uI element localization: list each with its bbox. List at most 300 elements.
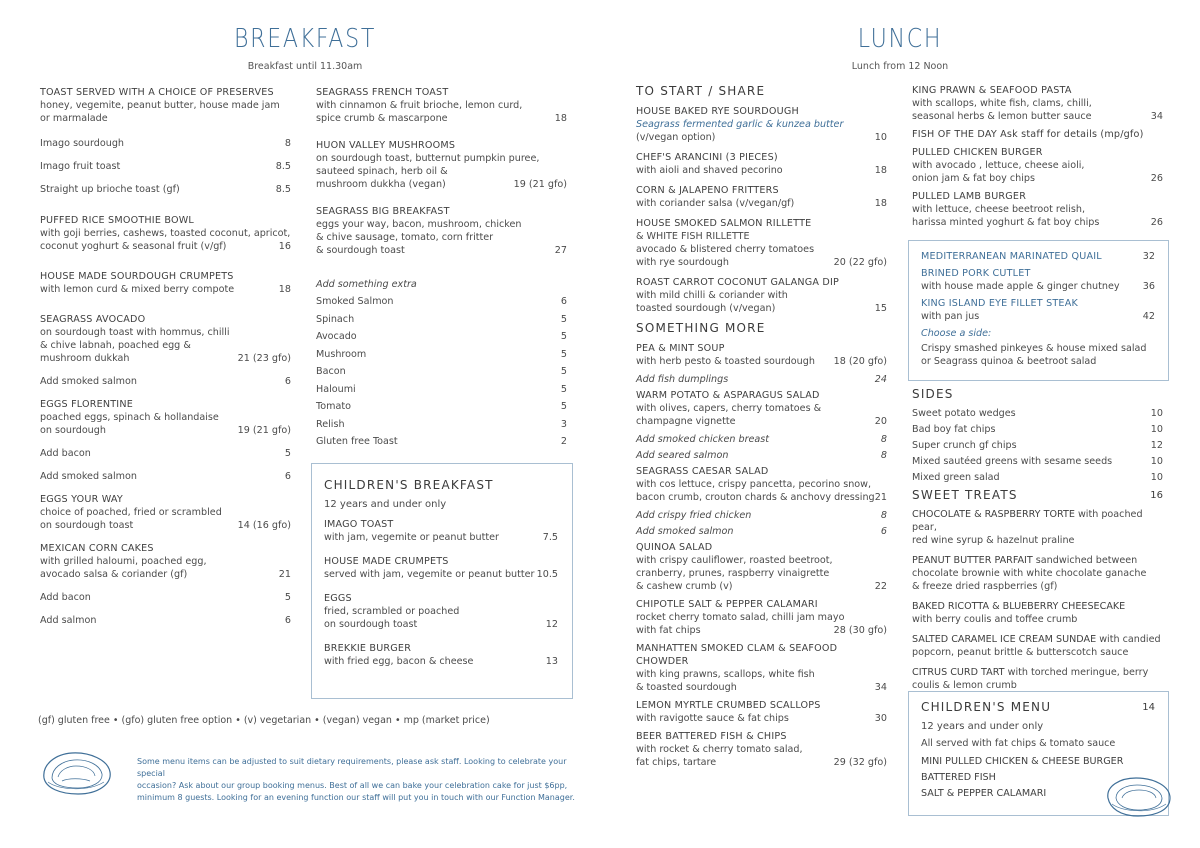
menu-item-description: toasted sourdough (v/vegan) [636,303,776,314]
menu-option-price: 10 [1150,408,1163,419]
menu-option-price: 6 [880,526,887,537]
menu-option-label: Super crunch gf chips [912,440,1017,451]
menu-item-name: PEA & MINT SOUP [636,343,725,354]
menu-option-price: 6 [560,296,567,307]
menu-item-name: KING PRAWN & SEAFOOD PASTA [912,85,1072,96]
children-breakfast-box [311,463,573,699]
menu-item-description: mushroom dukkah [40,353,130,364]
childrens-menu-served: All served with fat chips & tomato sauce [921,738,1116,749]
menu-item-price: 29 (32 gfo) [833,757,887,768]
menu-option [912,423,1163,436]
lunch-column-2 [912,84,1163,234]
menu-option-label: Add fish dumplings [636,374,729,385]
menu-item-description: served with jam, vegemite or peanut butter [324,569,535,580]
menu-item-name: EGGS [324,593,352,604]
choose-side-title: Choose a side: [921,328,992,339]
menu-item-description: spice crumb & mascarpone [316,113,448,124]
menu-item-description: with olives, capers, cherry tomatoes & [636,403,822,414]
menu-item-name: MEXICAN CORN CAKES [40,543,154,554]
menu-item-name: QUINOA SALAD [636,542,713,553]
menu-option-label: Gluten free Toast [316,436,398,447]
lunch-subtitle: Lunch from 12 Noon [851,61,949,72]
menu-option [636,509,887,522]
menu-item [636,217,887,269]
menu-item-price: 5 [284,448,291,459]
menu-item-price: 19 (21 gfo) [237,425,291,436]
menu-option-label: Haloumi [316,383,356,395]
menu-item-description: & sourdough toast [316,245,405,256]
childrens-menu-title: CHILDREN'S MENU 14 [921,700,1155,714]
menu-item-description: Add bacon [40,592,91,603]
menu-option [316,400,567,413]
childrens-menu-price: 14 [1142,702,1155,713]
menu-item-name: WARM POTATO & ASPARAGUS SALAD [636,390,820,401]
menu-item-price: 22 [874,581,887,592]
menu-item [636,730,887,769]
menu-item-description: rocket cherry tomato salad, chilli jam mayo [636,612,845,623]
menu-item-price: 15 [874,303,887,314]
menu-item-price: 42 [1142,311,1155,322]
menu-item [636,151,887,177]
menu-item-name: CHIPOTLE SALT & PEPPER CALAMARI [636,599,818,610]
menu-option [316,418,567,431]
menu-option [912,407,1163,420]
childrens-menu-subtitle: 12 years and under only [921,721,1044,732]
menu-item-description: Imago sourdough [40,138,124,149]
menu-item-description: seasonal herbs & lemon butter sauce [912,111,1092,122]
lunch-column-2b [912,388,1163,699]
menu-item-description: champagne vignette [636,416,736,427]
menu-item [921,297,1155,323]
dietary-legend: (gf) gluten free • (gfo) gluten free option • (v) vegetarian • (vegan) vegan • mp (market price) [38,715,490,726]
menu-item-name: HOUSE MADE SOURDOUGH CRUMPETS [40,271,234,282]
menu-option-price: 8 [880,510,887,521]
menu-item-description: with rocket & cherry tomato salad, [636,744,803,755]
menu-item-name: SEAGRASS AVOCADO [40,314,146,325]
menu-item-description: or marmalade [40,113,108,124]
menu-item-price: 13 [545,656,558,667]
menu-item [912,84,1163,123]
sweet-item-name: PEANUT BUTTER PARFAIT [912,555,1033,566]
menu-item [636,541,887,593]
something-more-title: SOMETHING MORE [636,321,766,335]
menu-item [40,214,291,253]
menu-item-description: onion jam & fat boy chips [912,173,1035,184]
menu-item-description: bacon crumb, crouton chards & anchovy dressing [636,492,875,503]
menu-item [40,447,291,460]
menu-item-name: FISH OF THE DAY Ask staff for details (mp/gfo) [912,129,1144,140]
menu-option-label: Tomato [316,401,351,412]
menu-item-name: MANHATTEN SMOKED CLAM & SEAFOOD CHOWDER [636,643,838,667]
menu-item [324,555,558,581]
menu-option-label: Add smoked chicken breast [636,434,770,445]
menu-item-description: with scallops, white fish, clams, chilli, [912,98,1092,109]
sweet-item-description: with torched meringue, berry [1004,667,1149,678]
menu-item-price: 5 [284,592,291,603]
menu-item-name: BEER BATTERED FISH & CHIPS [636,731,787,742]
menu-option [316,295,567,308]
menu-item-highlight: Seagrass fermented garlic & kunzea butter [636,119,844,130]
to-start-title: TO START / SHARE [636,84,766,98]
menu-item-name: LEMON MYRTLE CRUMBED SCALLOPS [636,700,821,711]
menu-option [636,433,887,446]
menu-item-description: Add smoked salmon [40,471,137,482]
menu-item-price: 20 (22 gfo) [833,257,887,268]
menu-item-description: with pan jus [921,311,980,322]
sweet-treats-title: SWEET TREATS 16 [912,488,1163,502]
sweet-item-description: with poached pear, [912,509,1143,533]
sweet-item-description: red wine syrup & hazelnut praline [912,535,1075,546]
menu-item-description: Add salmon [40,615,97,626]
menu-item [40,313,291,365]
menu-item-description: with fat chips [636,625,701,636]
menu-item [912,190,1163,229]
breakfast-column-1 [40,86,291,637]
menu-item-detail: Ask staff for details (mp/gfo) [996,129,1144,140]
menu-item [316,205,567,257]
menu-item [40,160,291,173]
menu-item-description: & WHITE FISH RILLETTE [636,231,750,242]
side-choice-line: or Seagrass quinoa & beetroot salad [921,356,1097,367]
menu-item-description: Imago fruit toast [40,161,121,172]
sweet-item-description: popcorn, peanut brittle & butterscotch sauce [912,647,1129,658]
sweet-item-line [912,508,1163,534]
menu-item-description: with fried egg, bacon & cheese [324,656,474,667]
sweet-item-description: with berry coulis and toffee crumb [912,614,1078,625]
menu-item-description: with mild chilli & coriander with [636,290,788,301]
menu-item-price: 14 (16 gfo) [237,520,291,531]
menu-option [912,439,1163,452]
menu-item-name: PULLED LAMB BURGER [912,191,1027,202]
menu-item-description: with ravigotte sauce & fat chips [636,713,789,724]
menu-option [912,471,1163,484]
menu-item-name: CHEF'S ARANCINI (3 PIECES) [636,152,778,163]
children-breakfast-subtitle: 12 years and under only [324,499,447,510]
menu-item-description: honey, vegemite, peanut butter, house made jam [40,100,280,111]
menu-option [316,348,567,361]
menu-item-description: on sourdough toast [324,619,418,630]
menu-option [636,525,887,538]
menu-item-description: with lemon curd & mixed berry compote [40,284,235,295]
menu-item [40,591,291,604]
menu-option-price: 5 [560,401,567,412]
menu-item-price: 7.5 [542,532,558,543]
menu-item [636,598,887,637]
menu-item-price: 6 [284,615,291,626]
menu-option-label: Bacon [316,366,346,377]
menu-item-price: 36 [1142,281,1155,292]
menu-item-description: with king prawns, scallops, white fish [636,669,815,680]
menu-option-price: 10 [1150,424,1163,435]
sweet-treats-price: 16 [1150,490,1163,501]
menu-item-name: SEAGRASS FRENCH TOAST [316,87,449,98]
menu-item [921,267,1155,293]
menu-item [40,137,291,150]
menu-item-price: 34 [874,682,887,693]
menu-item-name: BREKKIE BURGER [324,643,412,654]
menu-item-price: 21 (23 gfo) [237,353,291,364]
menu-item [324,518,558,544]
menu-item-price: 34 [1150,111,1163,122]
menu-option [316,330,567,343]
sweet-item-description: coulis & lemon crumb [912,680,1017,691]
menu-item [636,642,887,694]
menu-item-price: 32 [1142,251,1155,262]
menu-item-name: HOUSE SMOKED SALMON RILLETTE [636,218,812,229]
menu-item-description: fried, scrambled or poached [324,606,460,617]
sweet-item-line [912,554,1163,567]
menu-item-description: with grilled haloumi, poached egg, [40,556,207,567]
menu-item-name: TOAST SERVED WITH A CHOICE OF PRESERVES [40,87,274,98]
menu-option [316,435,567,448]
menu-option-label: Relish [316,418,345,430]
menu-item-price: 12 [545,619,558,630]
oyster-shell-icon [1100,774,1176,820]
menu-option-label: Smoked Salmon [316,296,394,307]
menu-item-description: coconut yoghurt & seasonal fruit (v/gf) [40,241,227,252]
menu-option-price: 5 [560,313,567,325]
sweet-item [912,600,1163,626]
lunch-title: LUNCH [857,24,943,54]
sweet-item-name: BAKED RICOTTA & BLUEBERRY CHEESECAKE [912,601,1126,612]
menu-option [636,373,887,386]
menu-item [636,342,887,368]
menu-item [636,105,887,144]
menu-item-price: 6 [284,376,291,387]
menu-item [324,642,558,668]
lunch-column-1 [636,85,887,774]
menu-option-price: 10 [1150,472,1163,483]
menu-item [40,398,291,437]
menu-item-description: avocado salsa & coriander (gf) [40,569,188,580]
extras-title: Add something extra [316,279,417,290]
menu-item-description: & chive labnah, poached egg & [40,340,191,351]
menu-item-description: with avocado , lettuce, cheese aioli, [912,160,1085,171]
menu-item-description: avocado & blistered cherry tomatoes [636,244,815,255]
menu-item-description: with crispy cauliflower, roasted beetroot, [636,555,833,566]
menu-item-price: 16 [278,241,291,252]
mains-feature-box [908,240,1169,381]
menu-option [316,383,567,396]
menu-item [921,250,1155,263]
menu-item-name: PULLED CHICKEN BURGER [912,147,1043,158]
menu-item-description: harissa minted yoghurt & fat boy chips [912,217,1100,228]
menu-item [636,699,887,725]
menu-item [40,270,291,296]
menu-item-description: with aioli and shaved pecorino [636,165,783,176]
menu-item-price: 19 (21 gfo) [513,179,567,190]
menu-option-label: Avocado [316,331,357,342]
menu-item-price: 8.5 [275,161,291,172]
menu-item-name: EGGS FLORENTINE [40,399,133,410]
menu-item-price: 8.5 [275,184,291,195]
menu-item-description: with cos lettuce, crispy pancetta, pecorino snow, [636,479,872,490]
kids-menu-item: MINI PULLED CHICKEN & CHEESE BURGER [921,756,1124,767]
menu-item-description: on sourdough toast with hommus, chilli [40,327,230,338]
menu-item-description: Add smoked salmon [40,376,137,387]
booking-note-line: Some menu items can be adjusted to suit dietary requirements, please ask staff. Looking to celebrate your special [137,757,567,778]
menu-item-price: 6 [284,471,291,482]
menu-item [636,276,887,315]
menu-option-label: Bad boy fat chips [912,424,996,435]
breakfast-subtitle: Breakfast until 11.30am [247,61,363,72]
menu-item-price: 20 [874,416,887,427]
menu-option-label: Add seared salmon [636,450,729,461]
menu-item-price: 18 [554,113,567,124]
menu-item [316,86,567,125]
menu-item-name: SEAGRASS BIG BREAKFAST [316,206,450,217]
menu-option-price: 2 [560,436,567,447]
sweet-item-name: SALTED CARAMEL ICE CREAM SUNDAE [912,634,1097,645]
menu-item [912,146,1163,185]
sweet-item-name: CITRUS CURD TART [912,667,1005,678]
menu-option [912,455,1163,468]
menu-item [636,465,887,504]
menu-item-description: poached eggs, spinach & hollandaise [40,412,219,423]
menu-item-description: & chive sausage, tomato, corn fritter [316,232,494,243]
menu-item-description: Straight up brioche toast (gf) [40,184,180,195]
menu-item [636,184,887,210]
kids-menu-item: SALT & PEPPER CALAMARI [921,788,1047,799]
menu-item [316,139,567,191]
menu-item-description: with jam, vegemite or peanut butter [324,532,499,543]
menu-option-label: Sweet potato wedges [912,408,1016,419]
menu-item-description: with coriander salsa (v/vegan/gf) [636,198,795,209]
sweet-item [912,666,1163,692]
sweet-item-name: CHOCOLATE & RASPBERRY TORTE [912,509,1075,520]
breakfast-title: BREAKFAST [233,24,377,54]
breakfast-extras [316,278,567,453]
menu-option-price: 5 [560,383,567,395]
sweet-item-description: with candied [1096,634,1161,645]
menu-item-name: HUON VALLEY MUSHROOMS [316,140,456,151]
menu-item-description: & toasted sourdough [636,682,737,693]
menu-option-price: 5 [560,348,567,360]
menu-item-description: & cashew crumb (v) [636,581,733,592]
menu-option-label: Mixed sautéed greens with sesame seeds [912,456,1113,467]
menu-item [636,389,887,428]
menu-item [40,86,291,125]
booking-note-line: minimum 8 guests. Looking for an evening function our staff will put you in touch with our Function Manager. [137,793,575,802]
menu-item-price: 26 [1150,217,1163,228]
menu-item-description: (v/vegan option) [636,132,716,143]
menu-item-name: KING ISLAND EYE FILLET STEAK [921,298,1078,309]
side-choice-line: Crispy smashed pinkeyes & house mixed salad [921,343,1147,354]
menu-option-label: Add smoked salmon [636,526,734,537]
menu-item-description: on sourdough toast, butternut pumpkin puree, [316,153,540,164]
menu-item-name: HOUSE MADE CRUMPETS [324,556,449,567]
menu-item [40,470,291,483]
menu-option-label: Mixed green salad [912,472,1000,483]
menu-item-price: 18 [874,198,887,209]
sides-title: SIDES [912,387,954,401]
booking-note [137,756,587,804]
menu-item-price: 10 [874,132,887,143]
menu-item-price: 18 (20 gfo) [833,356,887,367]
sweet-item [912,554,1163,593]
menu-item-name: CORN & JALAPENO FRITTERS [636,185,779,196]
menu-item-name: MEDITERRANEAN MARINATED QUAIL [921,251,1102,262]
menu-item [40,614,291,627]
menu-item-price: 10.5 [536,569,558,580]
menu-item-name: BRINED PORK CUTLET [921,268,1031,279]
oyster-shell-icon [38,748,114,798]
menu-item-price: 18 [278,284,291,295]
sweet-item-description: sandwiched between [1032,555,1138,566]
menu-item-price: 26 [1150,173,1163,184]
menu-item-price: 8 [284,138,291,149]
menu-item-description: fat chips, tartare [636,757,717,768]
menu-item [40,183,291,196]
menu-item-name: IMAGO TOAST [324,519,394,530]
menu-option [636,449,887,462]
menu-option-price: 8 [880,434,887,445]
menu-item-description: with lettuce, cheese beetroot relish, [912,204,1085,215]
menu-item-description: with herb pesto & toasted sourdough [636,356,815,367]
menu-option-price: 8 [880,450,887,461]
booking-note-line: occasion? Ask about our group booking menus. Best of all we can bake your celebration cake for just $6pp, [137,781,568,790]
menu-item-name: ROAST CARROT COCONUT GALANGA DIP [636,277,840,288]
sweet-item [912,508,1163,547]
menu-item-name: PUFFED RICE SMOOTHIE BOWL [40,215,194,226]
menu-item-description: with rye sourdough [636,257,729,268]
kids-menu-item: BATTERED FISH [921,772,996,783]
menu-item-description: with house made apple & ginger chutney [921,281,1120,292]
menu-item-description: sauteed spinach, herb oil & [316,166,448,177]
sweet-item [912,633,1163,659]
menu-option [316,365,567,378]
menu-item-description: with goji berries, cashews, toasted coconut, apricot, [40,228,291,239]
menu-item-price: 30 [874,713,887,724]
menu-item [324,592,558,631]
menu-item-price: 21 [278,569,291,580]
menu-item [40,493,291,532]
menu-option-label: Mushroom [316,348,367,360]
menu-item-description: cranberry, prunes, raspberry vinaigrette [636,568,830,579]
menu-item-name: SEAGRASS CAESAR SALAD [636,466,769,477]
menu-item-price: 21 [874,492,887,503]
menu-item [40,542,291,581]
menu-item-description: on sourdough [40,425,106,436]
sweet-item-description: & freeze dried raspberries (gf) [912,581,1058,592]
menu-item-description: eggs your way, bacon, mushroom, chicken [316,219,522,230]
menu-item-price: 18 [874,165,887,176]
menu-item-name: HOUSE BAKED RYE SOURDOUGH [636,106,799,117]
menu-option-label: Spinach [316,313,355,325]
menu-option-price: 3 [560,418,567,430]
menu-option-label: Add crispy fried chicken [636,510,752,521]
menu-option [316,313,567,326]
sweet-item-line [912,600,1163,613]
menu-item-price: 27 [554,245,567,256]
sweet-item-line [912,666,1163,679]
menu-item-price: 28 (30 gfo) [833,625,887,636]
menu-item-description: choice of poached, fried or scrambled [40,507,222,518]
menu-item-description: on sourdough toast [40,520,134,531]
menu-option-price: 5 [560,366,567,377]
sweet-item-description: chocolate brownie with white chocolate ganache [912,568,1147,579]
menu-item-description: with cinnamon & fruit brioche, lemon curd, [316,100,523,111]
menu-item [912,128,1163,141]
sweet-item-line [912,633,1163,646]
menu-option-price: 24 [874,374,887,385]
menu-option-price: 12 [1150,440,1163,451]
menu-option-price: 10 [1150,456,1163,467]
menu-option-price: 5 [560,331,567,342]
menu-item-name: EGGS YOUR WAY [40,494,123,505]
menu-item-description: Add bacon [40,448,91,459]
children-breakfast-title: CHILDREN'S BREAKFAST [324,478,494,492]
